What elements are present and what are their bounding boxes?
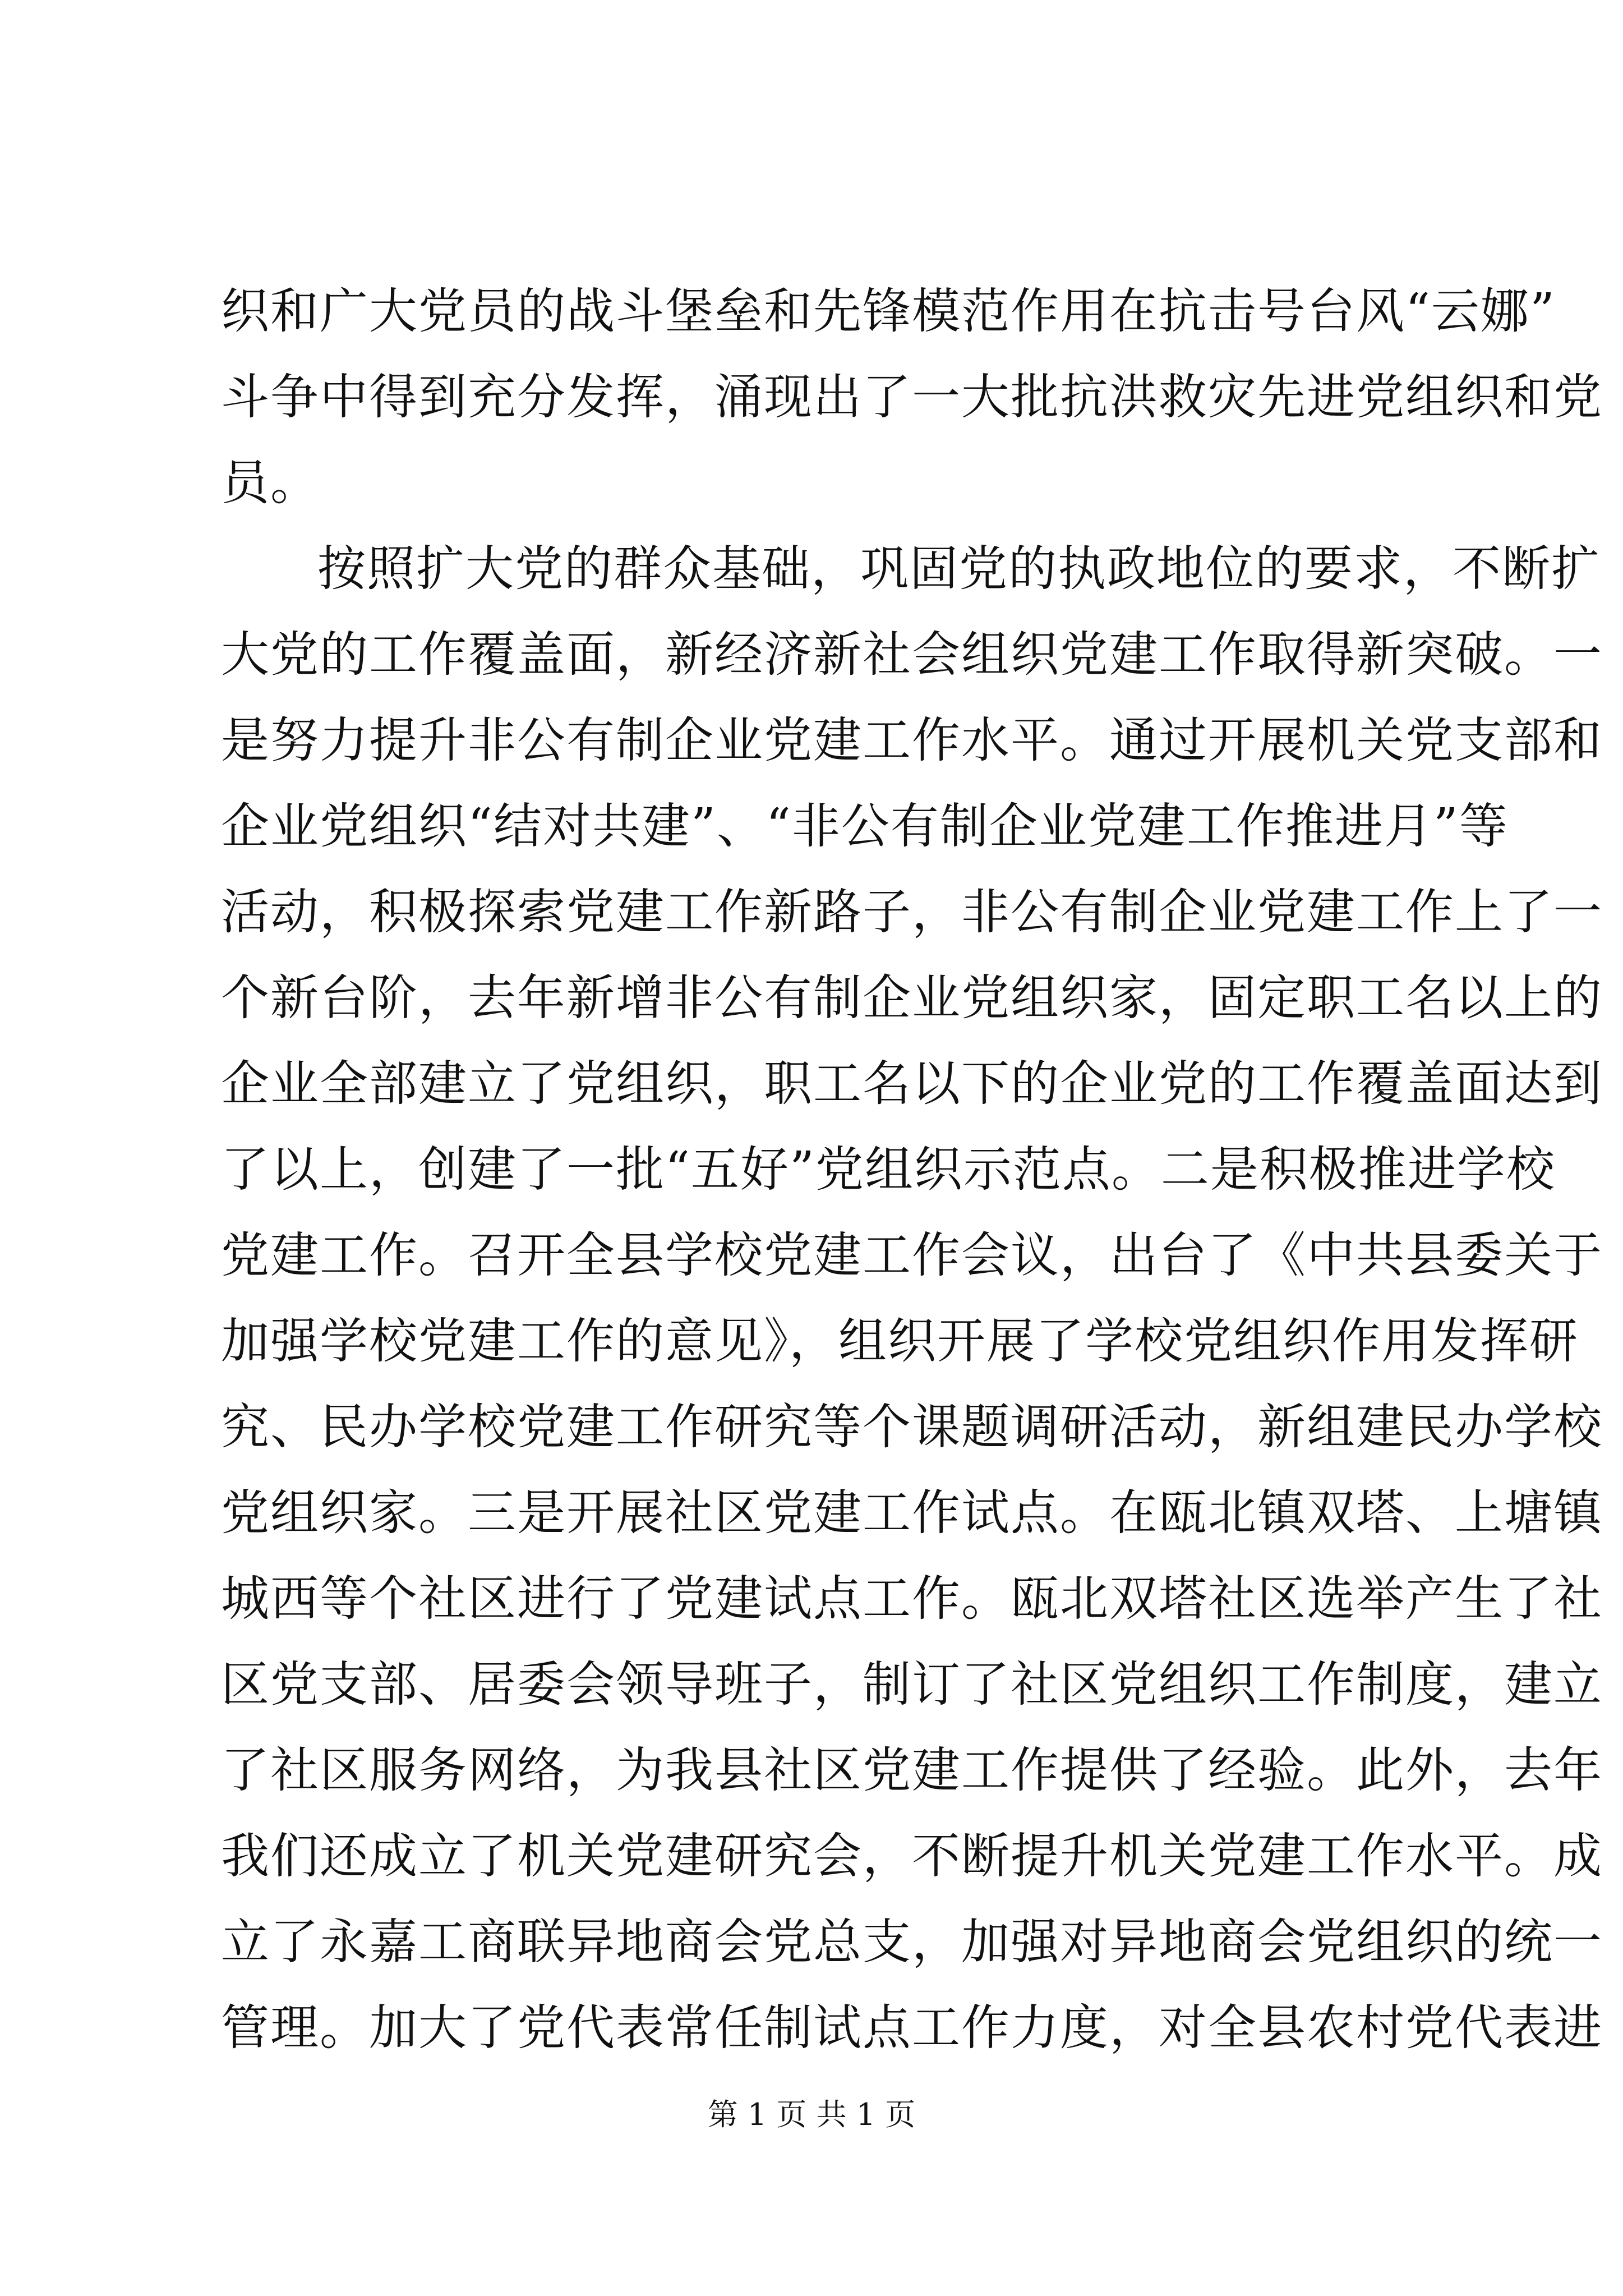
page-number-footer: 第 1 页 共 1 页	[707, 2097, 916, 2132]
body-text-line: 是努力提升非公有制企业党建工作水平。通过开展机关党支部和	[221, 712, 1603, 769]
body-text-line: 立了永嘉工商联异地商会党总支，加强对异地商会党组织的统一	[221, 1914, 1603, 1970]
body-text-line: 党组织家。三是开展社区党建工作试点。在瓯北镇双塔、上塘镇	[221, 1485, 1603, 1541]
body-text-line: 加强学校党建工作的意见》，组织开展了学校党组织作用发挥研	[221, 1313, 1579, 1369]
body-text-line: 究、民办学校党建工作研究等个课题调研活动，新组建民办学校	[221, 1399, 1603, 1455]
body-text-line: 管理。加大了党代表常任制试点工作力度，对全县农村党代表进	[221, 2000, 1603, 2056]
body-text-line: 区党支部、居委会领导班子，制订了社区党组织工作制度，建立	[221, 1657, 1603, 1713]
body-text-line: 活动，积极探索党建工作新路子，非公有制企业党建工作上了一	[221, 884, 1603, 940]
body-text-line: 个新台阶，去年新增非公有制企业党组织家，固定职工名以上的	[221, 970, 1603, 1026]
body-text-line: 了社区服务网络，为我县社区党建工作提供了经验。此外，去年	[221, 1742, 1603, 1798]
body-text-line: 企业党组织“结对共建”、“非公有制企业党建工作推进月”等	[221, 798, 1509, 854]
body-text-line: 大党的工作覆盖面，新经济新社会组织党建工作取得新突破。一	[221, 627, 1603, 683]
body-text-line: 城西等个社区进行了党建试点工作。瓯北双塔社区选举产生了社	[221, 1571, 1603, 1627]
body-text-line: 员。	[221, 455, 320, 511]
body-text-line: 织和广大党员的战斗堡垒和先锋模范作用在抗击号台风“云娜”	[221, 283, 1556, 339]
paragraph-first-line: 按照扩大党的群众基础，巩固党的执政地位的要求，不断扩	[317, 541, 1601, 597]
body-text-line: 了以上，创建了一批“五好”党组织示范点。二是积极推进学校	[221, 1142, 1556, 1198]
body-text-line: 企业全部建立了党组织，职工名以下的企业党的工作覆盖面达到	[221, 1056, 1603, 1112]
body-text-line: 我们还成立了机关党建研究会，不断提升机关党建工作水平。成	[221, 1828, 1603, 1884]
body-text-line: 党建工作。召开全县学校党建工作会议，出台了《中共县委关于	[221, 1227, 1603, 1283]
body-text-line: 斗争中得到充分发挥，涌现出了一大批抗洪救灾先进党组织和党	[221, 369, 1603, 425]
